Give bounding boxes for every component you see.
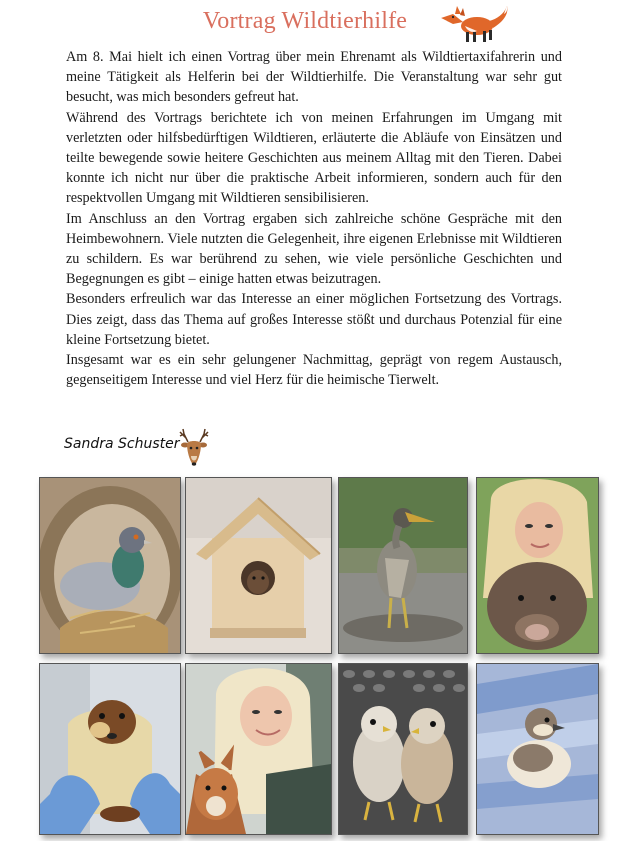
photo-young-heron [338, 477, 468, 654]
fox-icon [433, 2, 511, 44]
deer-icon [176, 428, 212, 468]
photo-falcon-chicks [338, 663, 468, 835]
photo-marten-in-towel [39, 663, 181, 835]
paragraph: Insgesamt war es ein sehr gelungener Nachmittag, geprägt von regem Austausch, gegenseitigem Interesse und viel Herz für die heimische Tierwelt. [66, 352, 562, 389]
paragraph: Am 8. Mai hielt ich einen Vortrag über mein Ehrenamt als Wildtiertaxifahrerin und meine Tätigkeit als Helferin bei der Wildtierhilfe. Die Veranstaltung war sehr gut besucht, was mich besonders gefreut hat. [66, 49, 562, 106]
photo-pigeon [39, 477, 181, 654]
author-signature: Sandra Schuster [64, 436, 180, 452]
paragraph: Im Anschluss an den Vortrag ergaben sich zahlreiche schöne Gespräche mit den Heimbewohnern. Viele nutzten die Gelegenheit, ihre eigenen Erlebnisse mit Wildtieren zu schildern. Es war berührend zu sehen, wie viele persönliche Geschichten und Begegnungen es gibt – einige hatten etwas beizutragen. [66, 210, 562, 288]
photo-duckling [476, 663, 599, 835]
photo-woman-with-boar [476, 477, 599, 654]
article-body [66, 47, 562, 390]
paragraph: Besonders erfreulich war das Interesse an einer möglichen Fortsetzung des Vortrags. Dies zeigt, dass das Thema auf großes Interesse stößt und durchaus Potenzial für eine kleine Fortsetzung bietet. [66, 291, 562, 348]
photo-birdhouse-mouse [185, 477, 332, 654]
paragraph: Während des Vortrags berichtete ich von meinen Erfahrungen im Umgang mit verletzten oder hilfsbedürftigen Wildtieren, erläuterte die Abläufe von Einsätzen und teilte bewegende sowie heitere Geschichten aus meinem Alltag mit den Tieren. Dabei konnte ich nicht nur über die praktische Arbeit informieren, sondern auch für den respektvollen Umgang mit Wildtieren sensibilisieren. [66, 109, 562, 207]
page-title: Vortrag Wildtierhilfe [202, 8, 408, 34]
photo-woman-with-fox [185, 663, 332, 835]
